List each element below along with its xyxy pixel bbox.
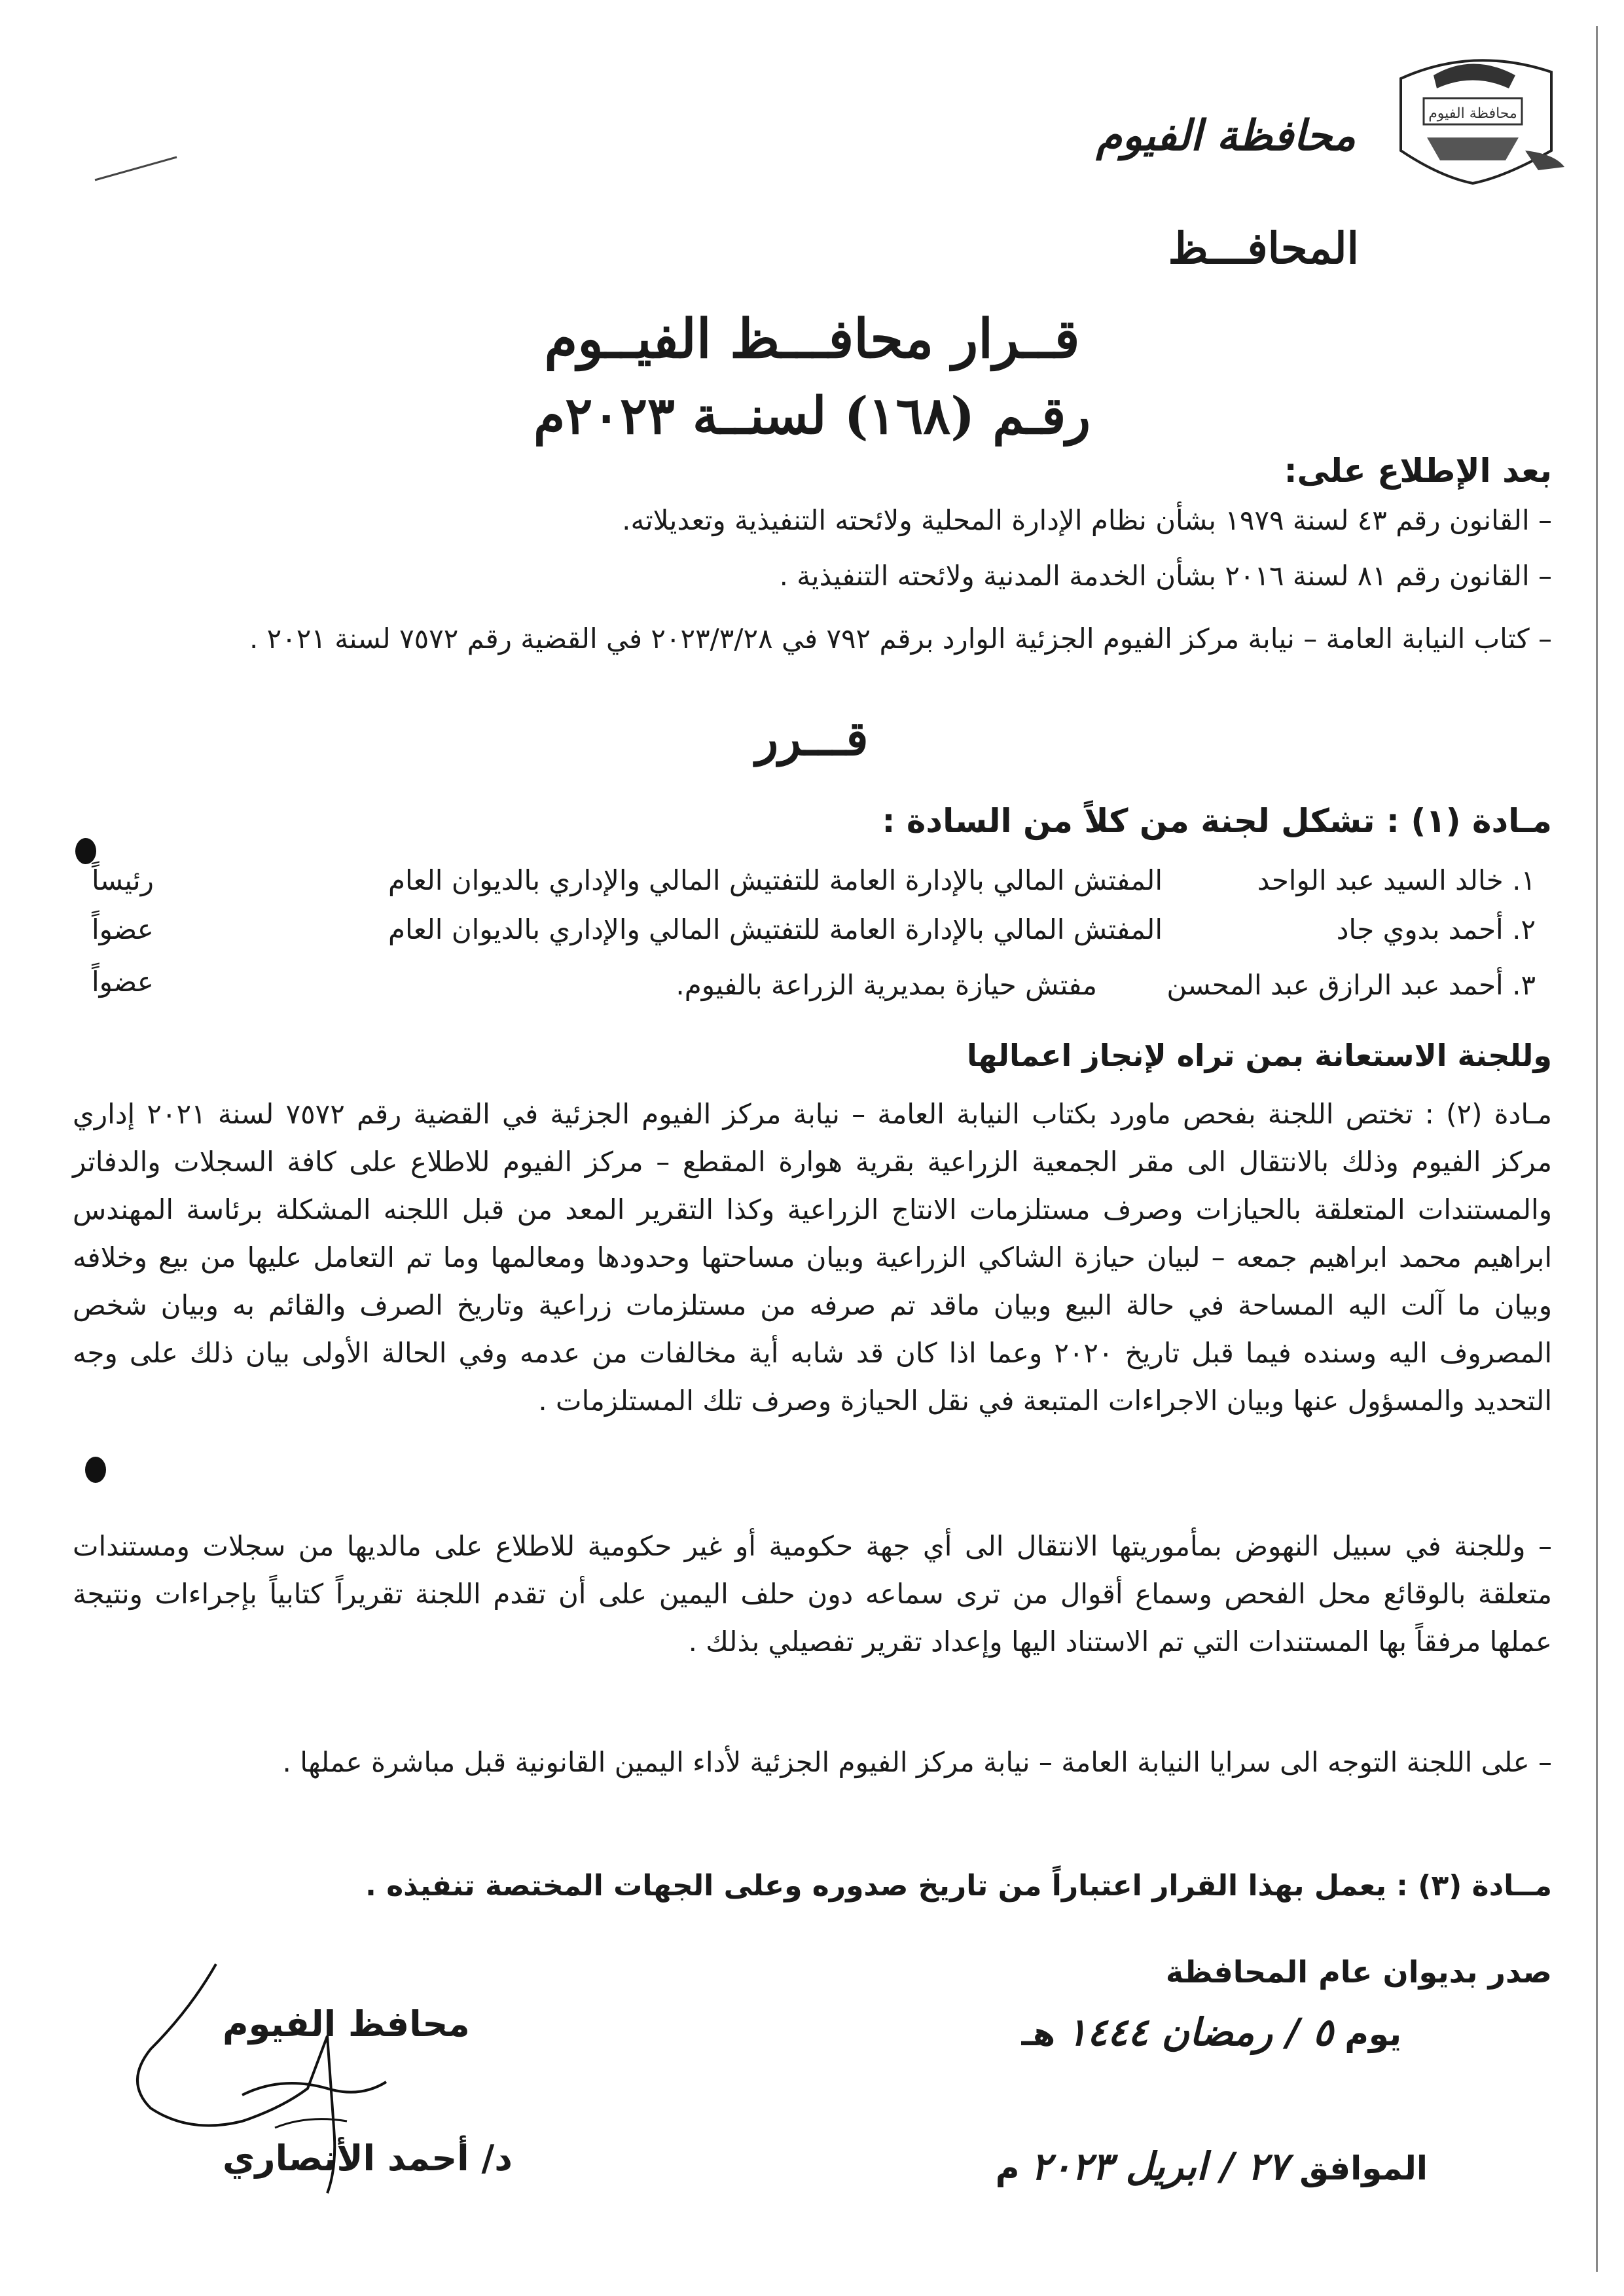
- governorate-name: محافظة الفيوم: [1096, 111, 1356, 160]
- signer-name: د/ أحمد الأنصاري: [223, 2138, 513, 2179]
- hijri-handwritten: ٥ / رمضان ١٤٤٤: [1066, 2010, 1333, 2054]
- member-num: ١.: [1512, 864, 1536, 896]
- member-name: [1257, 864, 1536, 896]
- emblem-lettering: محافظة الفيوم: [1428, 105, 1517, 122]
- member-name-text: أحمد بدوي جاد: [1336, 913, 1504, 945]
- member-name-text: خالد السيد عبد الواحد: [1257, 864, 1504, 896]
- preamble-item-text: كتاب النيابة العامة – نيابة مركز الفيوم الجزئية الوارد برقم ٧٩٢ في ٢٠٢٣/٣/٢٨ في القضية رقم ٧٥٧٢ لسنة ٢٠٢١ .: [249, 623, 1530, 655]
- article1-heading: مـادة (١) : تشكل لجنة من كلاً من السادة :: [882, 802, 1552, 840]
- article2-bullet-text: على اللجنة التوجه الى سرايا النيابة العامة – نيابة مركز الفيوم الجزئية لأداء اليمين القانونية قبل مباشرة عملها .: [282, 1746, 1530, 1778]
- signer-title: محافظ الفيوم: [223, 2003, 470, 2045]
- member-name: [1337, 913, 1536, 945]
- member-num: ٣.: [1512, 969, 1536, 1001]
- member-role: رئيساً: [92, 864, 154, 896]
- assist-line: وللجنة الاستعانة بمن تراه لإنجاز اعمالها: [967, 1038, 1552, 1073]
- gregorian-date: [996, 2144, 1428, 2189]
- handwritten-signature: [111, 1958, 452, 2206]
- hijri-date: [1021, 2010, 1401, 2054]
- preamble-item-text: القانون رقم ٤٣ لسنة ١٩٧٩ بشأن نظام الإدارة المحلية ولائحته التنفيذية وتعديلاته.: [622, 504, 1530, 536]
- article2-bullet: – على اللجنة التوجه الى سرايا النيابة العامة – نيابة مركز الفيوم الجزئية لأداء اليمين القانونية قبل مباشرة عملها .: [282, 1746, 1552, 1778]
- member-title: المفتش المالي بالإدارة العامة للتفتيش المالي والإداري بالديوان العام: [388, 913, 1163, 945]
- article2-text: مـادة (٢) : تختص اللجنة بفحص ماورد بكتاب النيابة العامة – نيابة مركز الفيوم الجزئية في القضية رقم ٧٥٧٢ لسنة ٢٠٢١ إداري مركز الفيوم وذلك بالانتقال الى مقر الجمعية الزراعية بقرية هوارة المقطع – مركز الفيوم للاطلاع على كافة السجلات والدفاتر والمستندات المتعلقة بالحيازات وصرف مستلزمات الانتاج الزراعية وكذا التقرير المعد من قبل اللجنه المشكلة برئاسة المهندس ابراهيم محمد ابراهيم جمعه – لبيان حيازة الشاكي الزراعية وبيان مساحتها وحدودها ومعالمها وما تم التعامل عليها من بيع وخلافه وبيان ما آلت اليه المساحة في حالة البيع وبيان ماقد تم صرفه من مستلزمات زراعية وتاريخ الصرف والقائم به وبيان شخص المصروف اليه وسنده فيما قبل تاريخ ٢٠٢٠ وعما اذا كان قد شابه أية مخالفات من عدمه وفي الحالة الأولى بيان ذلك على وجه التحديد والمسؤول عنها وبيان الاجراءات المتبعة في نقل الحيازة وصرف تلك المستلزمات .: [73, 1098, 1552, 1417]
- pen-mark: [92, 151, 183, 190]
- emblem-graphic: [1375, 39, 1571, 190]
- greg-prefix: الموافق: [1299, 2149, 1428, 2187]
- decided-heading: قـــرر: [755, 710, 869, 766]
- article3-text: مــادة (٣) : يعمل بهذا القرار اعتباراً من تاريخ صدوره وعلى الجهات المختصة تنفيذه .: [365, 1869, 1552, 1903]
- greg-suffix: م: [995, 2149, 1020, 2187]
- preamble-item: – القانون رقم ٨١ لسنة ٢٠١٦ بشأن الخدمة المدنية ولائحته التنفيذية .: [779, 560, 1552, 592]
- member-title: المفتش المالي بالإدارة العامة للتفتيش المالي والإداري بالديوان العام: [388, 864, 1163, 896]
- article2-bullet-text: وللجنة في سبيل النهوض بمأموريتها الانتقال الى أي جهة حكومية أو غير حكومية للاطلاع على مالديها من سجلات ومستندات متعلقة بالوقائع محل الفحص وسماع أقوال من ترى سماعه دون حلف اليمين على أن تقدم اللجنة تقريراً كتابياً بإجراءات ونتيجة عملها مرفقاً بها المستندات التي تم الاستناد اليها وإعداد تقرير تفصيلي بذلك .: [73, 1530, 1552, 1658]
- member-name-text: أحمد عبد الرازق عبد المحسن: [1166, 969, 1504, 1001]
- greg-handwritten: ٢٧ / ابريل ٢٠٢٣: [1030, 2144, 1288, 2189]
- member-name: [1166, 969, 1536, 1001]
- preamble-heading: بعد الإطلاع على:: [1284, 452, 1552, 490]
- preamble-item-text: القانون رقم ٨١ لسنة ٢٠١٦ بشأن الخدمة المدنية ولائحته التنفيذية .: [779, 560, 1530, 592]
- preamble-item: – كتاب النيابة العامة – نيابة مركز الفيوم الجزئية الوارد برقم ٧٩٢ في ٢٠٢٣/٣/٢٨ في القضية رقم ٧٥٧٢ لسنة ٢٠٢١ .: [249, 623, 1552, 655]
- hijri-suffix: هـ: [1021, 2015, 1056, 2053]
- hijri-prefix: يوم: [1344, 2015, 1401, 2053]
- preamble-item: – القانون رقم ٤٣ لسنة ١٩٧٩ بشأن نظام الإدارة المحلية ولائحته التنفيذية وتعديلاته.: [622, 504, 1552, 536]
- punch-hole-mark: [85, 1457, 106, 1483]
- member-role: عضواً: [92, 966, 154, 998]
- member-title: مفتش حيازة بمديرية الزراعة بالفيوم.: [676, 969, 1097, 1001]
- office-title: المحافـــظ: [1168, 223, 1359, 274]
- member-role: عضواً: [92, 913, 154, 945]
- issued-line: صدر بديوان عام المحافظة: [1165, 1954, 1552, 1990]
- article2-bullet: – وللجنة في سبيل النهوض بمأموريتها الانتقال الى أي جهة حكومية أو غير حكومية للاطلاع على مالديها من سجلات ومستندات متعلقة بالوقائع محل الفحص وسماع أقوال من ترى سماعه دون حلف اليمين على أن تقدم اللجنة تقريراً كتابياً بإجراءات ونتيجة عملها مرفقاً بها المستندات التي تم الاستناد اليها وإعداد تقرير تفصيلي بذلك .: [73, 1530, 1552, 1658]
- decree-number: رقـم (١٦٨) لسنــة ٢٠٢٣م: [533, 386, 1091, 446]
- decree-title: قــرار محافـــظ الفيــوم: [544, 308, 1080, 371]
- punch-hole-mark: [75, 838, 96, 864]
- governorate-emblem: [1375, 39, 1571, 190]
- member-num: ٢.: [1512, 913, 1536, 945]
